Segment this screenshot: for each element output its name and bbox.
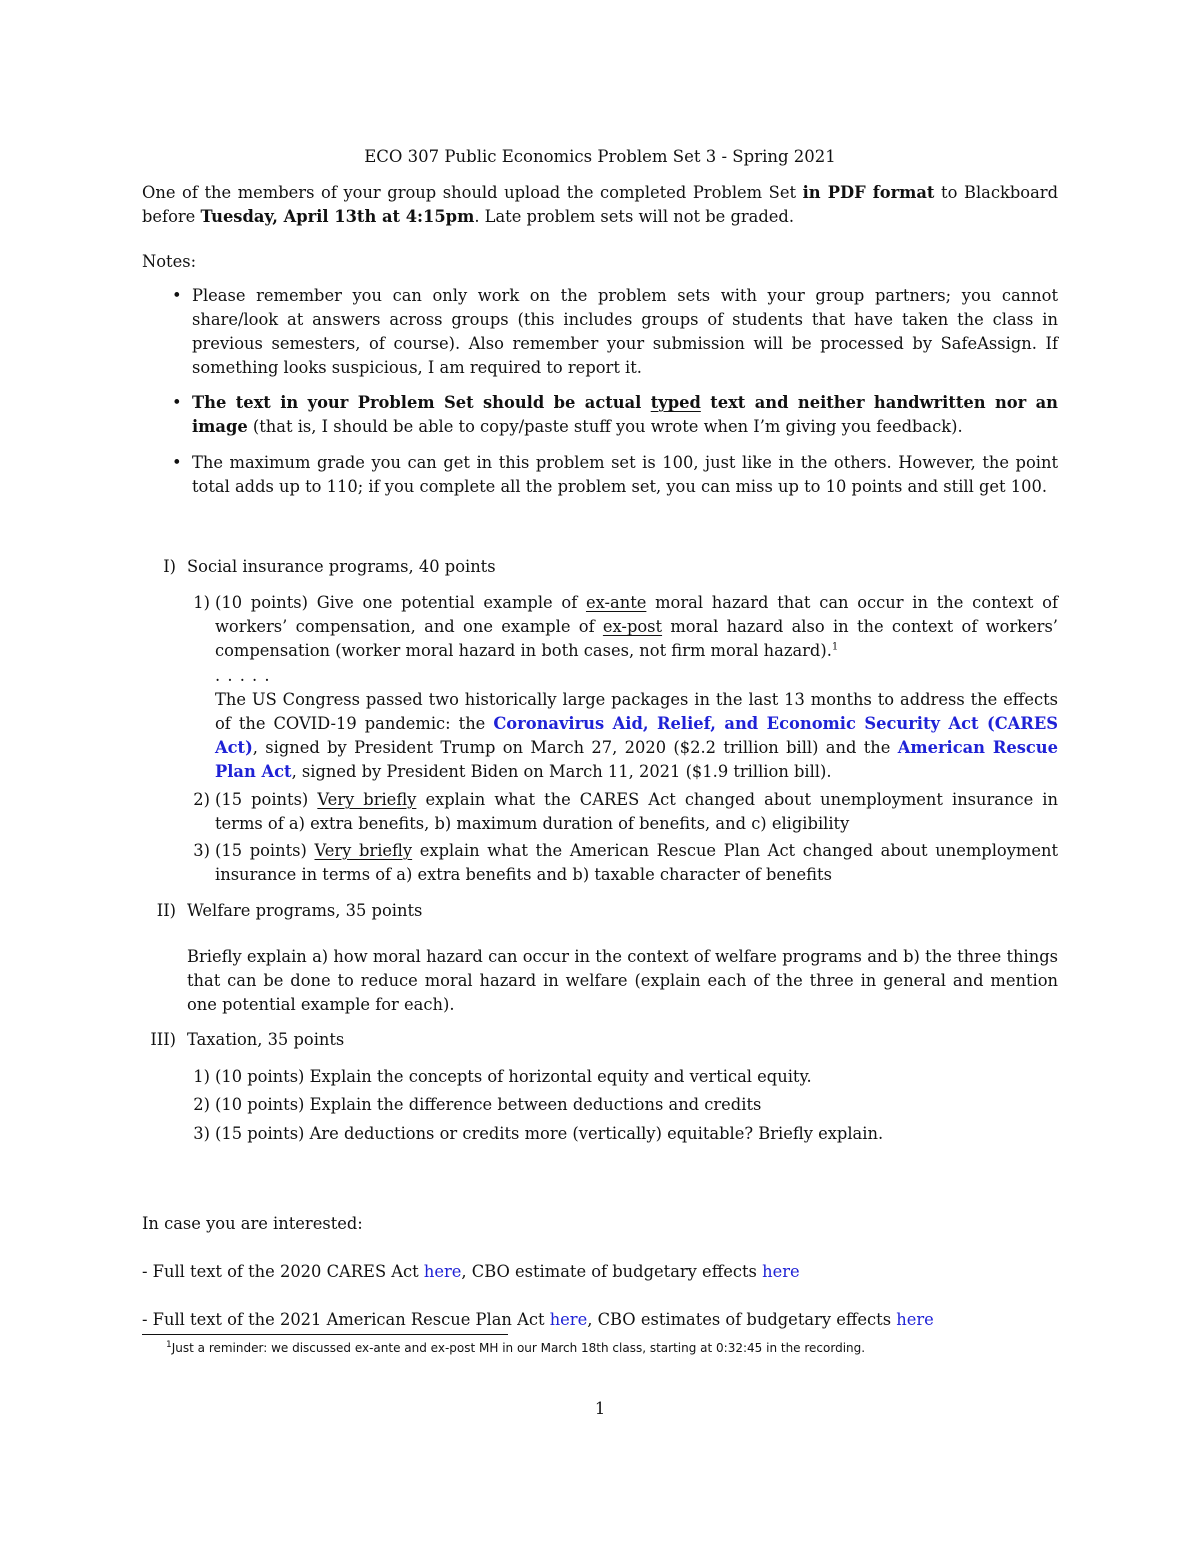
note-item-2 [172, 391, 1058, 439]
footnote-rule [142, 1334, 508, 1335]
s1-q2-text: (15 points) [215, 790, 318, 809]
ex-post-term: ex-post [602, 617, 663, 636]
arp-links-text-2: , CBO estimates of budgetary effects [587, 1310, 897, 1329]
s3-question-3: (15 points) Are deductions or credits more (vertically) equitable? Briefly explain. [215, 1124, 884, 1143]
very-briefly-emphasis: Very briefly [314, 841, 413, 860]
document-title: ECO 307 Public Economics Problem Set 3 - Spring 2021 [364, 147, 836, 166]
s1-q3-label: 3) [193, 841, 210, 860]
s1-q2-label: 2) [193, 790, 210, 809]
page-number: 1 [594, 1399, 606, 1418]
note-2-bold: The text in your Problem Set should be actual [192, 393, 651, 412]
context-text-3: , signed by President Biden on March 11, 2021 ($1.9 trillion bill). [291, 762, 832, 781]
very-briefly-emphasis: Very briefly [317, 790, 417, 809]
separator-dots: . . . . . [215, 666, 271, 685]
intro-text-3: . Late problem sets will not be graded. [474, 207, 795, 226]
s1-question-2 [215, 788, 1058, 836]
section-2-title: Welfare programs, 35 points [187, 901, 423, 920]
intro-paragraph [142, 181, 1058, 229]
ex-ante-term: ex-ante [585, 593, 647, 612]
american-rescue-plan-link[interactable]: American Rescue Plan Act [215, 738, 1058, 781]
bullet-icon: • [172, 286, 182, 305]
intro-text-2: to Blackboard before [142, 183, 1058, 226]
s3-q3-label: 3) [193, 1124, 210, 1143]
cares-cbo-estimate-link[interactable]: here [762, 1262, 800, 1281]
notes-label: Notes: [142, 252, 197, 271]
section-3-title: Taxation, 35 points [187, 1030, 345, 1049]
cares-links-text: - Full text of the 2020 CARES Act [142, 1262, 424, 1281]
s1-q3-text: (15 points) [215, 841, 315, 860]
note-2-typed: typed [650, 393, 701, 412]
s3-question-1: (10 points) Explain the concepts of horizontal equity and vertical equity. [215, 1067, 812, 1086]
s1-question-1 [215, 591, 1058, 663]
section-2-label: II) [156, 901, 176, 920]
cares-links-line [142, 1260, 800, 1284]
s1-q2-text-2: explain what the CARES Act changed about unemployment insurance in terms of a) extra benefits, b) maximum duration of benefits, and c) eligibility [215, 790, 1058, 833]
note-2-text: (that is, I should be able to copy/paste stuff you wrote when I’m giving you feedback). [247, 417, 963, 436]
s3-question-2: (10 points) Explain the difference between deductions and credits [215, 1095, 762, 1114]
footnote [166, 1340, 865, 1356]
context-text: The US Congress passed two historically large packages in the last 13 months to address the effects of the COVID-19 pandemic: the [215, 690, 1058, 733]
intro-text: One of the members of your group should upload the completed Problem Set [142, 183, 803, 202]
section-1-title: Social insurance programs, 40 points [187, 557, 496, 576]
bullet-icon: • [172, 453, 182, 472]
intro-format-bold: in PDF format [802, 183, 935, 202]
arp-links-line [142, 1308, 934, 1332]
arp-cbo-estimate-link[interactable]: here [896, 1310, 934, 1329]
s1-q1-label: 1) [193, 593, 210, 612]
footnote-marker[interactable]: 1 [831, 641, 839, 653]
cares-links-text-2: , CBO estimate of budgetary effects [461, 1262, 763, 1281]
s3-q2-label: 2) [193, 1095, 210, 1114]
arp-links-text: - Full text of the 2021 American Rescue Plan Act [142, 1310, 550, 1329]
footnote-text: Just a reminder: we discussed ex-ante and ex-post MH in our March 18th class, starting at 0:32:45 in the recording. [171, 1341, 866, 1355]
note-item-3 [172, 451, 1058, 499]
note-2-bold-2: text and neither handwritten nor an image [192, 393, 1058, 436]
footnote-mark: 1 [166, 1340, 172, 1350]
s1-q1-text: (10 points) Give one potential example of [215, 593, 586, 612]
cares-full-text-link[interactable]: here [423, 1262, 462, 1281]
s1-question-3 [215, 839, 1058, 887]
bullet-icon: • [172, 393, 182, 412]
note-item-1 [172, 284, 1058, 380]
note-1-text: Please remember you can only work on the problem sets with your group partners; you cannot share/look at answers across groups (this includes groups of students that have taken the class in previous semesters, of course). Also remember your submission will be processed by SafeAssign. If something looks suspicious, I am required to report it. [192, 286, 1058, 377]
arp-full-text-link[interactable]: here [549, 1310, 588, 1329]
context-paragraph [215, 688, 1058, 784]
section-3-label: III) [150, 1030, 176, 1049]
note-3-text: The maximum grade you can get in this problem set is 100, just like in the others. However, the point total adds up to 110; if you complete all the problem set, you can miss up to 10 points and still get 100. [192, 453, 1058, 496]
s1-q1-text-2: moral hazard that can occur in the context of workers’ compensation, and one example of [215, 593, 1058, 636]
cares-act-link[interactable]: Coronavirus Aid, Relief, and Economic Security Act (CARES Act) [215, 714, 1058, 757]
intro-deadline-bold: Tuesday, April 13th at 4:15pm [200, 207, 475, 226]
interested-heading: In case you are interested: [142, 1214, 363, 1233]
s3-q1-label: 1) [193, 1067, 210, 1086]
s1-q1-text-3: moral hazard also in the context of workers’ compensation (worker moral hazard in both cases, not firm moral hazard). [215, 617, 1058, 660]
context-text-2: , signed by President Trump on March 27, 2020 ($2.2 trillion bill) and the [252, 738, 898, 757]
section-1-label: I) [163, 557, 176, 576]
section-2-body: Briefly explain a) how moral hazard can occur in the context of welfare programs and b) the three things that can be done to reduce moral hazard in welfare (explain each of the three in general and mention one potential example for each). [187, 947, 1058, 1014]
s1-q3-text-2: explain what the American Rescue Plan Act changed about unemployment insurance in terms of a) extra benefits and b) taxable character of benefits [215, 841, 1058, 884]
